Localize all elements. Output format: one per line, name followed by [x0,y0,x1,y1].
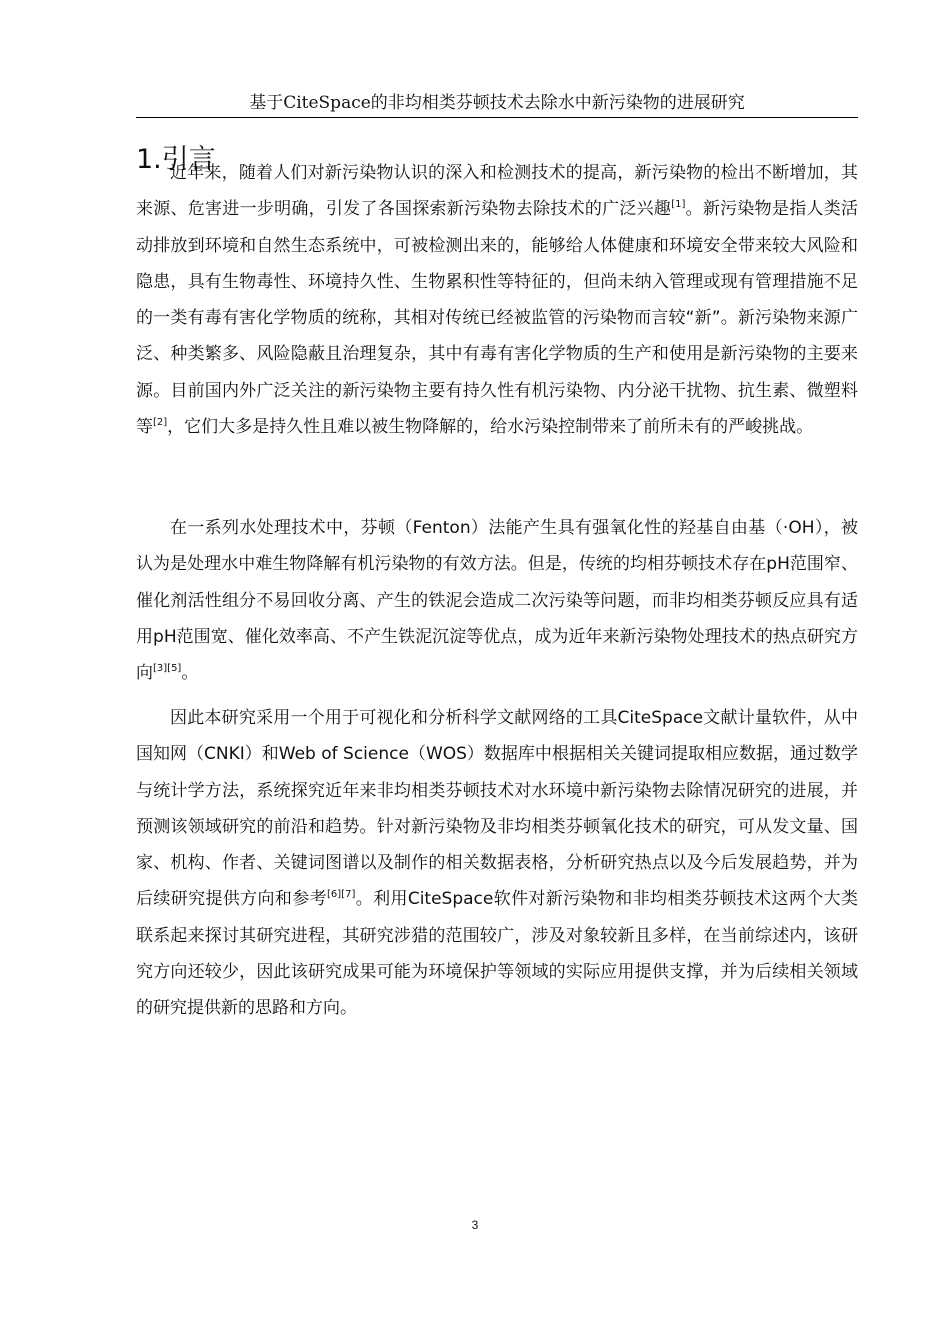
paragraph-1-text-c: ，它们大多是持久性且难以被生物降解的，给水污染控制带来了前所未有的严峻挑战。 [167,417,814,438]
paragraph-2-text-b: 。 [181,663,199,684]
paragraph-2 [136,510,858,691]
citation-6-7: [6][7] [327,889,356,901]
section-heading: 1.引言 [136,144,216,175]
paragraph-1-text-a: 近年来，随着人们对新污染物认识的深入和检测技术的提高，新污染物的检出不断增加，其来源、危害进一步明确，引发了各国探索新污染物去除技术的广泛兴趣 [136,163,858,220]
citation-2: [2] [153,417,168,429]
paragraph-3-text-a: 因此本研究采用一个用于可视化和分析科学文献网络的工具CiteSpace文献计量软件，从中国知网（CNKI）和Web of Science（WOS）数据库中根据相关关键词提取相应数据，通过数学与统计学方法，系统探究近年来非均相类芬顿技术对水环境中新污染物去除情况研究的进展，并预测该领域研究的前沿和趋势。针对新污染物及非均相类芬顿氧化技术的研究，可从发文量、国家、机构、作者、关键词图谱以及制作的相关数据表格，分析研究热点以及今后发展趋势，并为后续研究提供方向和参考 [136,708,858,910]
citation-3-5: [3][5] [153,663,182,675]
paragraph-2-text-a: 在一系列水处理技术中，芬顿（Fenton）法能产生具有强氧化性的羟基自由基（·OH），被认为是处理水中难生物降解有机污染物的有效方法。但是，传统的均相芬顿技术存在pH范围窄、催化剂活性组分不易回收分离、产生的铁泥会造成二次污染等问题，而非均相类芬顿反应具有适用pH范围宽、催化效率高、不产生铁泥沉淀等优点，成为近年来新污染物处理技术的热点研究方向 [136,518,858,684]
paragraph-1-text-b: 。新污染物是指人类活动排放到环境和自然生态系统中，可被检测出来的，能够给人体健康和环境安全带来较大风险和隐患，具有生物毒性、环境持久性、生物累积性等特征的，但尚未纳入管理或现有管理措施不足的一类有毒有害化学物质的统称，其相对传统已经被监管的污染物而言较“新”。新污染物来源广泛、种类繁多、风险隐蔽且治理复杂，其中有毒有害化学物质的生产和使用是新污染物的主要来源。目前国内外广泛关注的新污染物主要有持久性有机污染物、内分泌干扰物、抗生素、微塑料等 [136,199,858,438]
running-header: 基于CiteSpace的非均相类芬顿技术去除水中新污染物的进展研究 [136,91,858,118]
paragraph-1 [136,155,858,445]
paragraph-3 [136,700,858,1027]
page-number: 3 [471,1218,479,1232]
citation-1: [1] [671,199,686,211]
paragraph-3-text-b: 。利用CiteSpace软件对新污染物和非均相类芬顿技术这两个大类联系起来探讨其研究进程，其研究涉猎的范围较广，涉及对象较新且多样，在当前综述内，该研究方向还较少，因此该研究成果可能为环境保护等领域的实际应用提供支撑，并为后续相关领域的研究提供新的思路和方向。 [136,889,858,1019]
